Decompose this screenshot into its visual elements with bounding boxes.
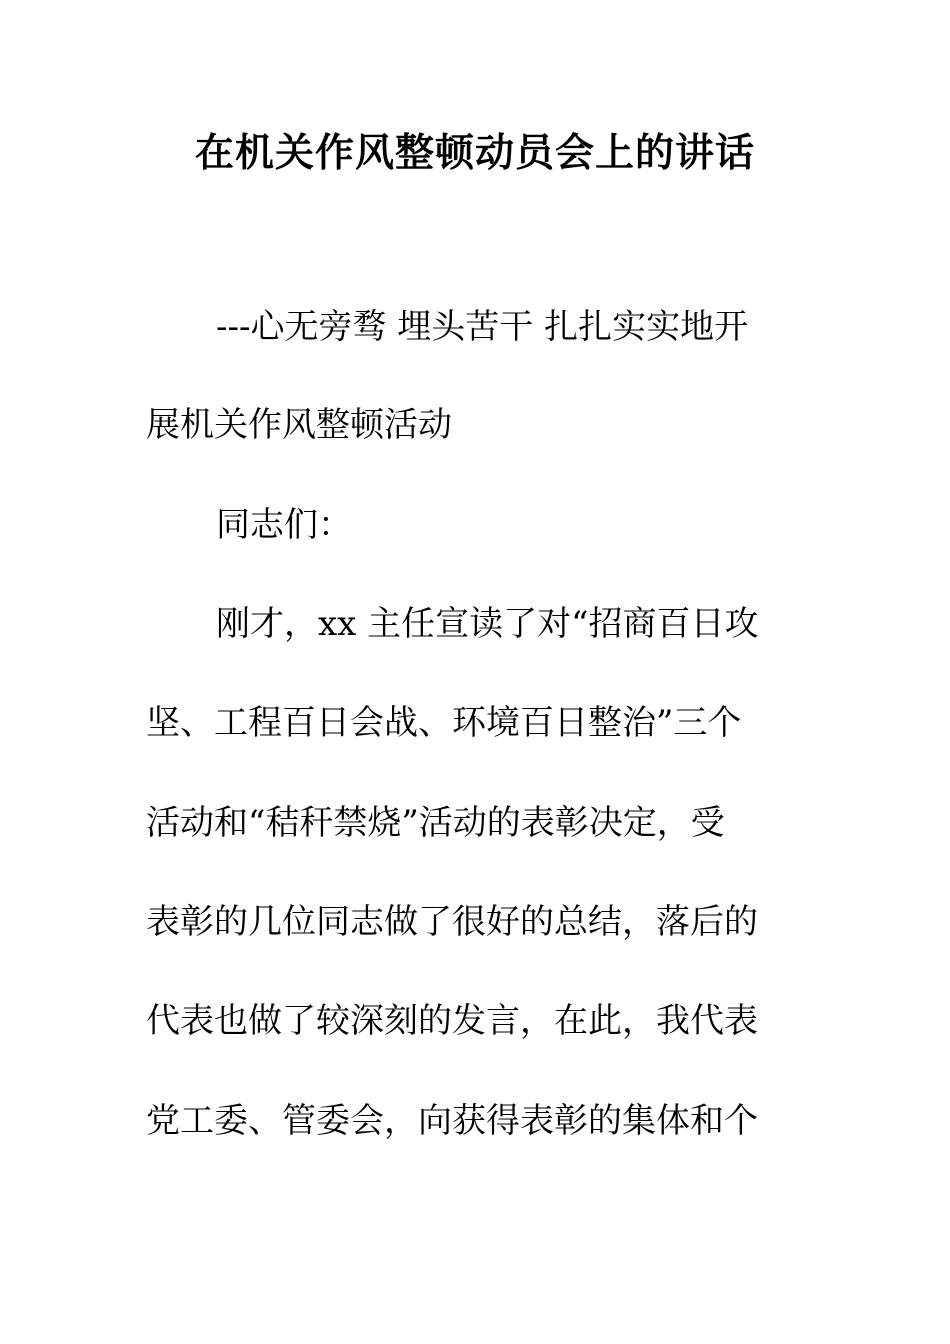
document-title: 在机关作风整顿动员会上的讲话	[194, 131, 755, 176]
body-line-2: 坚、工程百日会战、环境百日整治”三个	[146, 703, 742, 743]
subtitle-line-2: 展机关作风整顿活动	[146, 405, 452, 445]
subtitle-line-1: ---心无旁骛 埋头苦干 扎扎实实地开	[216, 307, 749, 347]
salutation: 同志们：	[216, 505, 352, 545]
body-line-1: 刚才，xx 主任宣读了对“招商百日攻	[216, 604, 759, 644]
body-line-6: 党工委、管委会，向获得表彰的集体和个	[146, 1101, 758, 1141]
body-line-5: 代表也做了较深刻的发言，在此，我代表	[146, 1001, 758, 1041]
body-line-4: 表彰的几位同志做了很好的总结，落后的	[146, 902, 758, 942]
body-line-3: 活动和“秸秆禁烧”活动的表彰决定，受	[146, 803, 725, 843]
